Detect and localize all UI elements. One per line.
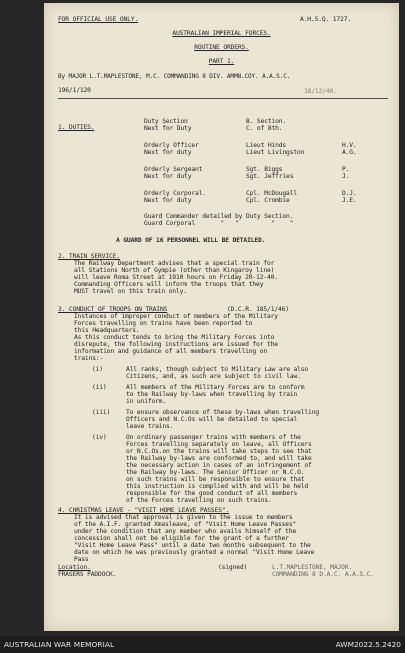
list-item-line: All ranks, though subject to Military Law are also	[126, 366, 309, 373]
list-item-line: To ensure observance of these by-laws when travelling	[126, 409, 319, 416]
document-subtitle: ROUTINE ORDERS.	[194, 44, 249, 51]
duty-next-initials: J.E.	[342, 197, 357, 204]
list-item-number: (iv)	[92, 434, 107, 441]
duty-next-initials: J.	[342, 173, 350, 180]
signatory-name: L.T.MAPLESTONE, MAJOR.	[272, 564, 353, 571]
archive-accession-number: AWM2022.5.2420	[335, 640, 401, 649]
paragraph-line: disrepute, the following instructions are issued for the	[74, 341, 278, 348]
paragraph-line: Forces travelling on trains have been reported to	[74, 320, 253, 327]
duty-next-assignee: Cpl. Crombie	[246, 197, 290, 204]
list-item-line: to the Railway by-laws when travelling by train	[126, 391, 298, 398]
document-page	[44, 3, 399, 631]
guard-corporal-line: Guard Corporal " " " "	[144, 220, 294, 227]
paragraph-line: "Visit Home Leave Pass" until a date two months subsequent to the	[74, 542, 311, 549]
part-heading: PART 1.	[208, 58, 235, 65]
document-title: AUSTRALIAN IMPERIAL FORCES.	[172, 30, 271, 37]
conduct-heading: 3. CONDUCT OF TROOPS ON TRAINS	[58, 306, 168, 313]
classification-header: FOR OFFICIAL USE ONLY.	[58, 16, 139, 23]
list-item-line: the Railway by-laws are conformed to, and will take	[126, 455, 312, 462]
duty-initials: P.	[342, 166, 350, 173]
duty-role-label: Orderly Corporal.	[144, 190, 206, 197]
paragraph-line: Commanding Officers will inform the troops that they	[74, 281, 264, 288]
guard-commander-line: Guard Commander detailed by Duty Section.	[144, 213, 294, 220]
list-item-number: (i)	[92, 366, 103, 373]
signed-label: (signed)	[218, 564, 248, 571]
paragraph-line: date on which he was previously granted a normal "Visit Home Leave	[74, 549, 315, 556]
duty-assignee: Cpl. McDougall	[246, 190, 297, 197]
list-item-line: the necessary action in cases of an infringement of	[126, 462, 312, 469]
duty-next-assignee: Sgt. Jeffries	[246, 173, 294, 180]
christmas-leave-heading: 4. CHRISTMAS LEAVE - "VISIT HOME LEAVE PASSES".	[58, 507, 230, 514]
list-item-line: All members of the Military Forces are to conform	[126, 384, 305, 391]
paragraph-line: this Headquarters.	[74, 327, 140, 334]
duty-role-label: Orderly Sergeant	[144, 166, 203, 173]
duty-initials: H.V.	[342, 142, 357, 149]
duties-heading: 1. DUTIES.	[58, 124, 95, 131]
paragraph-line: It is advised that approval is given to the issue to members	[74, 514, 293, 521]
duty-assignee: B. Section.	[246, 118, 287, 125]
duty-next-initials: A.G.	[342, 149, 357, 156]
list-item-line: Citizens, and, as such are subject to civil law.	[126, 373, 301, 380]
duty-role-next-label: Next for duty	[144, 149, 192, 156]
paragraph-line: all Stations North of Gympie (other than Kingaroy line)	[74, 267, 275, 274]
duty-next-assignee: Lieut Livingston	[246, 149, 305, 156]
paragraph-line: will leave Roma Street at 1910 hours on Friday 20-12-40.	[74, 274, 278, 281]
location-label: Location.	[58, 564, 91, 571]
archive-name: AUSTRALIAN WAR MEMORIAL	[4, 640, 115, 649]
archive-footer-bar	[0, 636, 405, 653]
list-item-line: the Railway by-laws. The Senior Officer or N.C.O.	[126, 469, 305, 476]
paragraph-line: Pass	[74, 556, 89, 563]
paragraph-line: As this conduct tends to bring the Military Forces into	[74, 334, 275, 341]
list-item-line: Forces travelling separately on leave, all Officers	[126, 441, 312, 448]
list-item-line: Officers and N.C.Os will be detailed to special	[126, 416, 298, 423]
paragraph-line: information and guidance of all members travelling on	[74, 348, 267, 355]
list-item-number: (ii)	[92, 384, 107, 391]
duty-initials: D.J.	[342, 190, 357, 197]
reference-number: A.H.S.Q. 1727.	[300, 16, 351, 23]
location-value: FRASERS PADDOCK.	[58, 571, 117, 578]
list-item-line: this instruction is complied with and will be held	[126, 483, 309, 490]
guard-notice: A GUARD OF 16 PERSONNEL WILL BE DETAILED.	[116, 237, 266, 244]
file-number: 196/1/120	[58, 87, 91, 94]
duty-role-label: Duty Section	[144, 118, 188, 125]
list-item-line: leave trains.	[126, 423, 174, 430]
list-item-line: on such trains will be responsible to ensure that	[126, 476, 305, 483]
list-item-number: (iii)	[92, 409, 111, 416]
duty-next-assignee: C. of 8th.	[246, 125, 283, 132]
duty-role-label: Orderly Officer	[144, 142, 199, 149]
duty-assignee: Lieut Hinds	[246, 142, 287, 149]
paragraph-line: under the condition that any member who avails himself of the	[74, 528, 297, 535]
paragraph-line: The Railway Department advises that a special train for	[74, 260, 275, 267]
conduct-reference: (D.C.R. 185/1/46)	[227, 306, 289, 313]
signatory-title: COMMANDING 8 D.A.C. A.A.S.C.	[272, 571, 374, 578]
list-item-line: in uniform.	[126, 398, 167, 405]
duty-role-next-label: Next for duty	[144, 197, 192, 204]
paragraph-line: of the A.I.F. granted Xmasleave, of "Visit Home Leave Passes"	[74, 521, 297, 528]
paragraph-line: MUST travel on this train only.	[74, 288, 187, 295]
paragraph-line: trains:-	[74, 355, 104, 362]
list-item-line: or N.C.Os.on the trains will take steps to see that	[126, 448, 312, 455]
document-date: 18/12/40.	[304, 88, 337, 95]
paragraph-line: concession shall not be eligible for the grant of a further	[74, 535, 289, 542]
duty-assignee: Sgt. Biggs	[246, 166, 283, 173]
paragraph-line: Instances of improper conduct of members of the Military	[74, 313, 278, 320]
duty-role-next-label: Next for Duty	[144, 125, 192, 132]
train-service-heading: 2. TRAIN SERVICE.	[58, 253, 120, 260]
list-item-line: of the Forces travelling on such trains.	[126, 497, 272, 504]
list-item-line: responsible for the good conduct of all members	[126, 490, 298, 497]
duty-role-next-label: Next for duty	[144, 173, 192, 180]
issuing-officer-line: By MAJOR L.T.MAPLESTONE, M.C. COMMANDING 8 DIV. AMMN.COY. A.A.S.C.	[58, 73, 291, 80]
header-rule	[58, 98, 388, 99]
list-item-line: On ordinary passenger trains with members of the	[126, 434, 301, 441]
